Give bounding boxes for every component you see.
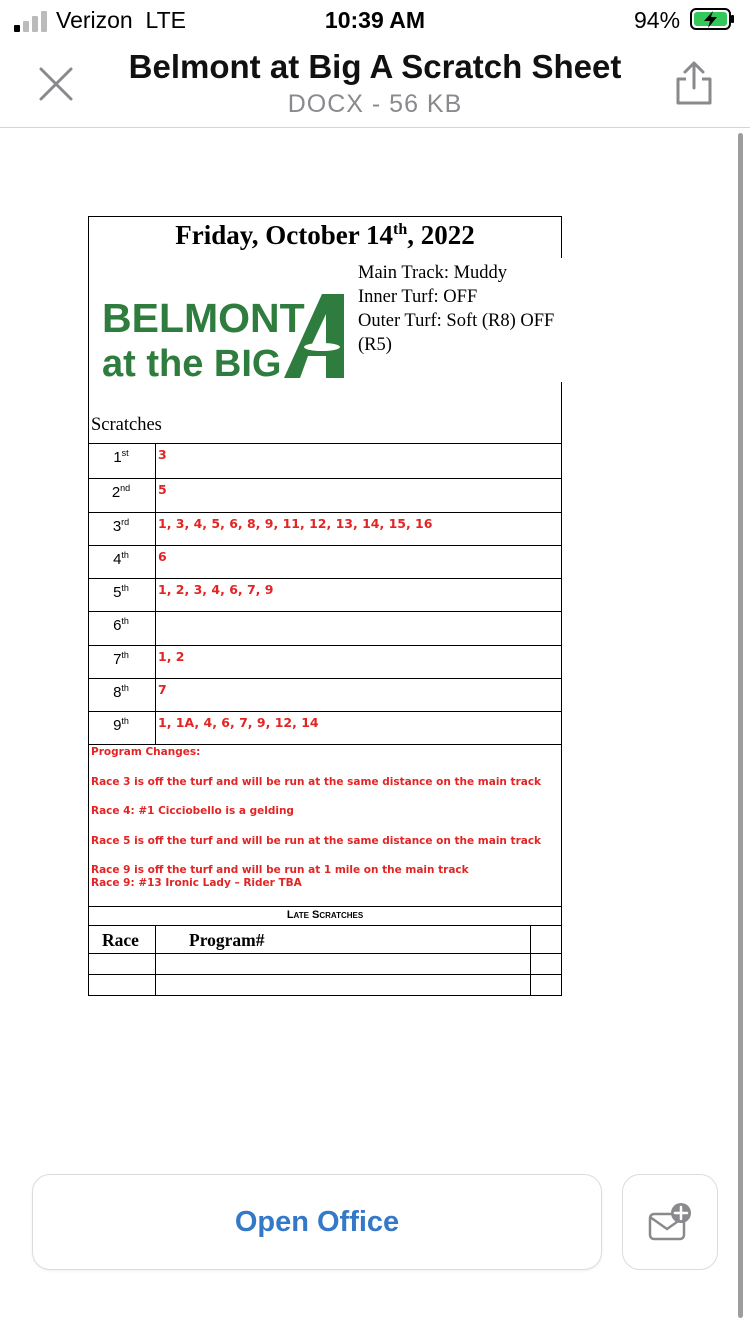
scratches-divider: [155, 443, 156, 744]
logo-line2: at the BIG: [102, 343, 282, 380]
belmont-logo: [100, 290, 346, 380]
race-8-scratches: 7: [158, 682, 167, 697]
program-change-2: Race 4: #1 Cicciobello is a gelding: [91, 805, 294, 817]
race-date: Friday, October 14th, 2022: [175, 220, 475, 250]
late-col-race: Race: [102, 930, 139, 950]
race-2-scratches: 5: [158, 482, 167, 497]
share-icon[interactable]: [672, 60, 716, 106]
logo-line1: BELMONT: [102, 295, 305, 341]
race-row-3: 3rd 1, 3, 4, 5, 6, 8, 9, 11, 12, 13, 14, 15, 16: [88, 512, 562, 546]
race-row-8: 8th 7: [88, 678, 562, 712]
document-title: Belmont at Big A Scratch Sheet: [128, 48, 622, 85]
late-header-border: [88, 925, 562, 926]
scrollbar[interactable]: [738, 133, 743, 1318]
race-row-7: 7th 1, 2: [88, 645, 562, 679]
border-top: [88, 216, 562, 217]
battery-percent: 94%: [634, 7, 681, 33]
mail-button[interactable]: [622, 1174, 718, 1270]
race-row-2: 2nd 5: [88, 478, 562, 512]
late-divider-1: [155, 925, 156, 996]
carrier-label: Verizon LTE: [56, 7, 186, 33]
race-1-scratches: 3: [158, 447, 167, 462]
late-divider-2: [530, 925, 531, 996]
late-bottom-border: [88, 995, 562, 996]
main-track-condition: Main Track: Muddy: [358, 261, 513, 285]
late-scratches-title: Late Scratches: [286, 909, 364, 921]
open-office-button[interactable]: Open Office: [32, 1174, 602, 1270]
race-5-scratches: 1, 2, 3, 4, 6, 7, 9: [158, 582, 274, 597]
race-row-4: 4th 6: [88, 545, 562, 579]
race-row-5: 5th 1, 2, 3, 4, 6, 7, 9: [88, 578, 562, 612]
battery-charging-icon: [690, 7, 736, 31]
race-9-scratches: 1, 1A, 4, 6, 7, 9, 12, 14: [158, 715, 319, 730]
outer-turf-condition: Outer Turf: Soft (R8) OFF (R5): [358, 309, 563, 357]
document-subtitle: DOCX - 56 KB: [287, 90, 463, 118]
header-divider: [0, 127, 750, 128]
scratches-label: Scratches: [91, 415, 162, 435]
race-row-6: 6th: [88, 611, 562, 645]
late-row-border-1: [88, 953, 562, 954]
program-change-3: Race 5 is off the turf and will be run at the same distance on the main track: [91, 835, 542, 847]
race-4-scratches: 6: [158, 549, 167, 564]
scratches-bottom-border: [88, 744, 562, 745]
race-7-scratches: 1, 2: [158, 649, 185, 664]
clock: 10:39 AM: [324, 7, 426, 33]
race-row-9: 9th 1, 1A, 4, 6, 7, 9, 12, 14: [88, 711, 562, 745]
late-col-program: Program#: [189, 930, 265, 950]
program-change-4: Race 9 is off the turf and will be run at 1 mile on the main track: [91, 864, 469, 876]
mail-add-icon: [647, 1202, 693, 1242]
program-change-5: Race 9: #13 Ironic Lady – Rider TBA: [91, 877, 302, 889]
program-changes-heading: Program Changes:: [91, 746, 201, 758]
late-top-border: [88, 906, 562, 907]
status-bar: [0, 0, 750, 40]
inner-turf-condition: Inner Turf: OFF: [358, 285, 483, 309]
late-row-border-2: [88, 974, 562, 975]
program-change-1: Race 3 is off the turf and will be run at the same distance on the main track: [91, 776, 542, 788]
document-page[interactable]: [88, 216, 563, 996]
race-row-1: 1st 3: [88, 443, 562, 477]
race-3-scratches: 1, 3, 4, 5, 6, 8, 9, 11, 12, 13, 14, 15, 16: [158, 516, 433, 531]
